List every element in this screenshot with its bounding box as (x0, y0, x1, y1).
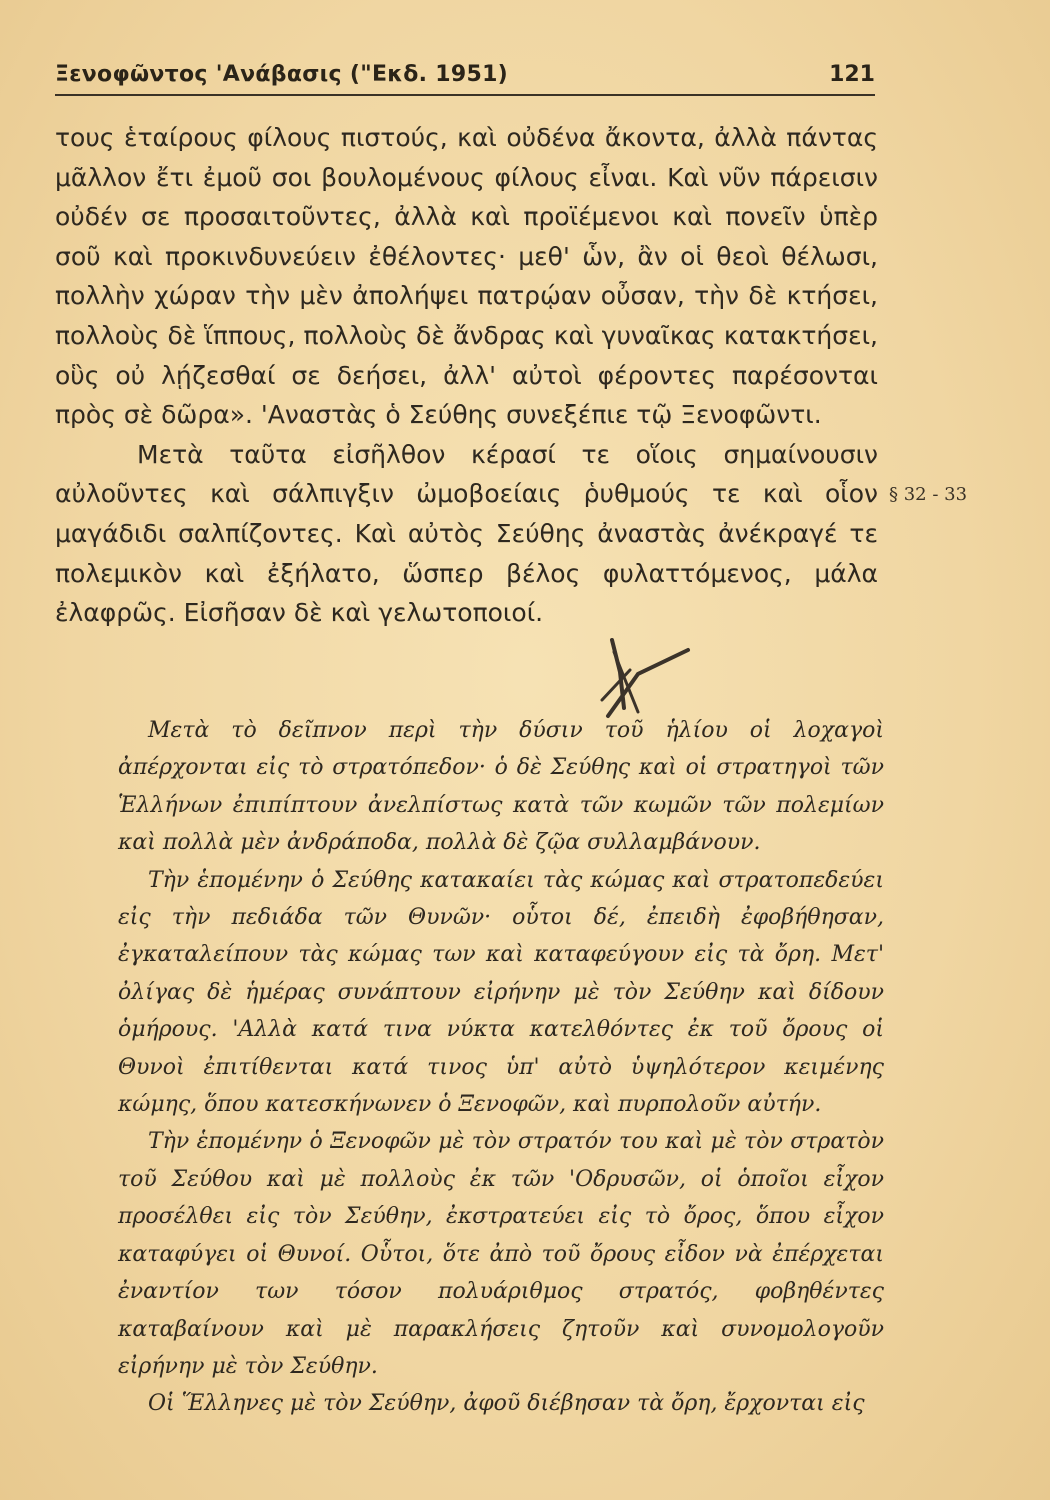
header-rule (55, 94, 875, 96)
summary-paragraph: Τὴν ἑπομένην ὁ Σεύθης κατακαίει τὰς κώμας καὶ στρατοπεδεύει εἰς τὴν πεδιάδα τῶν Θυνῶν· οὗτοι δέ, ἐπειδὴ ἐφοβήθησαν, ἐγκαταλείπουν τὰς κώμας των καὶ καταφεύγουν εἰς τὰ ὄρη. Μετ' ὀλίγας δὲ ἡμέρας συνάπτουν εἰρήνην μὲ τὸν Σεύθην καὶ δίδουν ὁμήρους. 'Αλλὰ κατά τινα νύκτα κατελθόντες ἐκ τοῦ ὄρους οἱ Θυνοὶ ἐπιτίθενται κατά τινος ὑπ' αὐτὸ ὑψηλότερον κειμένης κώμης, ὅπου κατεσκήνωνεν ὁ Ξενοφῶν, καὶ πυρπολοῦν αὐτήν. (118, 867, 884, 1118)
summary-paragraph: Μετὰ τὸ δεῖπνον περὶ τὴν δύσιν τοῦ ἡλίου οἱ λοχαγοὶ ἀπέρχονται εἰς τὸ στρατόπεδον· ὁ δὲ Σεύθης καὶ οἱ στρατηγοὶ τῶν Ἑλλήνων ἐπιπίπτουν ἀνελπίστως κατὰ τῶν κωμῶν τῶν πολεμίων καὶ πολλὰ μὲν ἀνδράποδα, πολλὰ δὲ ζῷα συλλαμβάνουν. (118, 718, 884, 856)
main-paragraph: τους ἑταίρους φίλους πιστούς, καὶ οὐδένα ἄκοντα, ἀλλὰ πάντας μᾶλλον ἔτι ἐμοῦ σοι βουλομένους φίλους εἶναι. Καὶ νῦν πάρεισιν οὐδέν σε προσαιτοῦντες, ἀλλὰ καὶ προϊέμενοι καὶ πονεῖν ὑπὲρ σοῦ καὶ προκινδυνεύειν ἐθέλοντες· μεθ' ὧν, ἂν οἱ θεοὶ θέλωσι, πολλὴν χώραν τὴν μὲν ἀπολήψει πατρῴαν οὖσαν, τὴν δὲ κτήσει, πολλοὺς δὲ ἵππους, πολλοὺς δὲ ἄνδρας καὶ γυναῖκας κατακτήσει, οὓς οὐ λῄζεσθαί σε δεήσει, ἀλλ' αὐτοὶ φέροντες παρέσονται πρὸς σὲ δῶρα». 'Αναστὰς ὁ Σεύθης συνεξέπιε τῷ Ξενοφῶντι. (55, 123, 878, 430)
header-title: Ξενοφῶντος 'Ανάβασις ("Εκδ. 1951) (55, 62, 509, 87)
section-reference: § 32 - 33 (889, 484, 968, 505)
modern-greek-summary (118, 712, 884, 1423)
main-paragraph: Μετὰ ταῦτα εἰσῆλθον κέρασί τε οἵοις σημαίνουσιν αὐλοῦντες καὶ σάλπιγξιν ὠμοβοείαις ῥυθμούς τε καὶ οἷον μαγάδιδι σαλπίζοντες. Καὶ αὐτὸς Σεύθης ἀναστὰς ἀνέκραγέ τε πολεμικὸν καὶ ἐξήλατο, ὥσπερ βέλος φυλαττόμενος, μάλα ἐλαφρῶς. Εἰσῆσαν δὲ καὶ γελωτοποιοί. (55, 439, 878, 628)
summary-paragraph: Οἱ Ἕλληνες μὲ τὸν Σεύθην, ἀφοῦ διέβησαν τὰ ὄρη, ἔρχονται εἰς (148, 1391, 865, 1417)
page-number: 121 (829, 62, 875, 87)
summary-paragraph: Τὴν ἑπομένην ὁ Ξενοφῶν μὲ τὸν στρατόν του καὶ μὲ τὸν στρατὸν τοῦ Σεύθου καὶ μὲ πολλοὺς ἐκ τῶν 'Οδρυσῶν, οἱ ὁποῖοι εἶχον προσέλθει εἰς τὸν Σεύθην, ἐκστρατεύει εἰς τὸ ὄρος, ὅπου εἶχον καταφύγει οἱ Θυνοί. Οὗτοι, ὅτε ἀπὸ τοῦ ὄρους εἶδον νὰ ἐπέρχεται ἐναντίον των τόσον πολυάριθμος στρατός, φοβηθέντες καταβαίνουν καὶ μὲ παρακλήσεις ζητοῦν καὶ συνομολογοῦν εἰρήνην μὲ τὸν Σεύθην. (118, 1129, 884, 1379)
greek-original-text (55, 118, 878, 633)
running-header (55, 58, 875, 98)
